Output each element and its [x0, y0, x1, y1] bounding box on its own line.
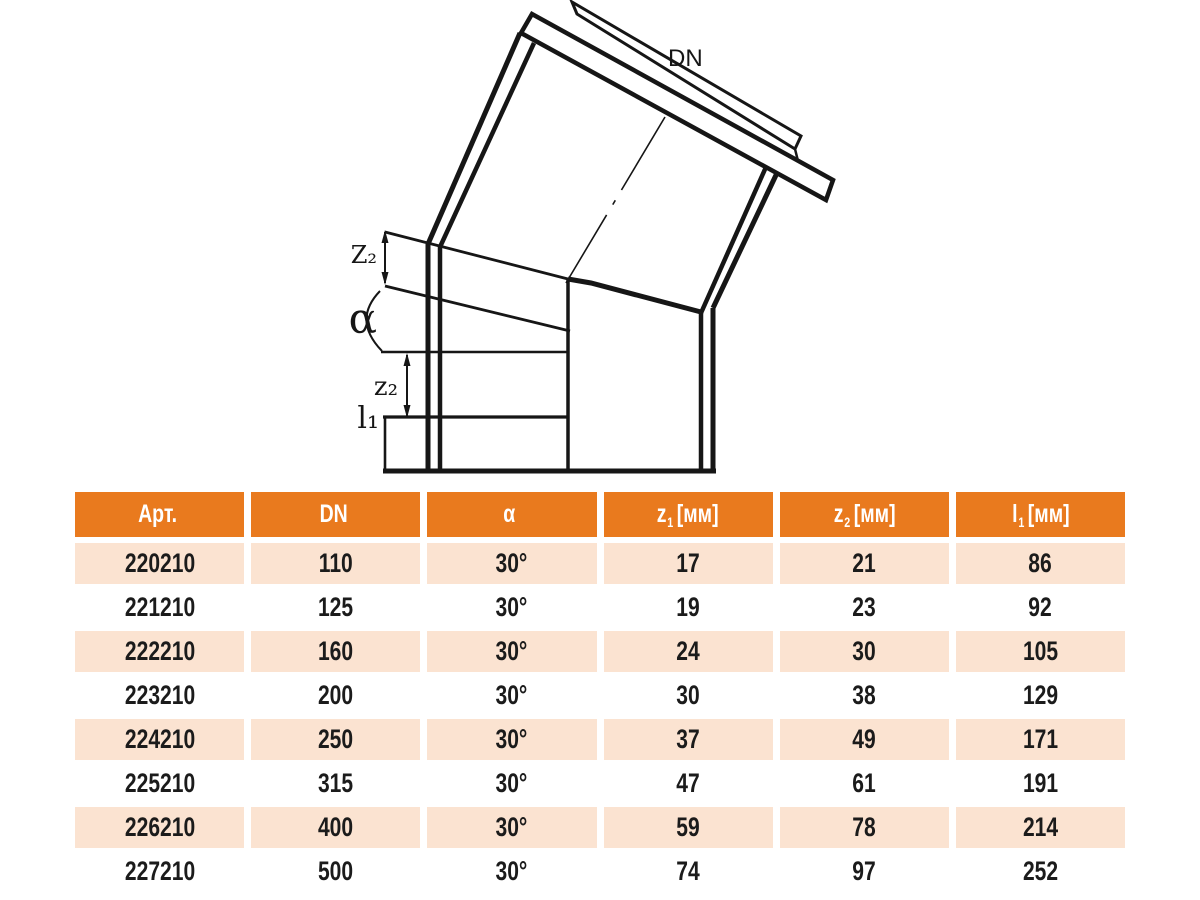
table-cell: [780, 719, 949, 760]
table-cell: [427, 719, 596, 760]
label-dn: DN: [668, 45, 703, 72]
lower-pipe-outline: [383, 244, 716, 471]
table-cell: [75, 543, 244, 584]
header-cell-z2: $z_2$ [мм]: [780, 492, 949, 537]
table-body: [75, 543, 1125, 892]
cell-value: 86: [1028, 548, 1053, 578]
table-cell: [251, 763, 420, 804]
table-cell: [75, 719, 244, 760]
cell-value: 214: [1022, 812, 1058, 842]
cell-value: 30: [852, 636, 876, 666]
table-cell: [427, 763, 596, 804]
header-cell-z1: $z_1$ [мм]: [604, 492, 773, 537]
table-cell: [251, 851, 420, 892]
cell-value: 220210: [124, 548, 195, 578]
cell-value: 24: [676, 636, 700, 666]
cell-value: 30°: [495, 680, 528, 710]
table-cell: [75, 587, 244, 628]
cell-value: 30°: [495, 548, 528, 578]
spec-table: [75, 492, 1125, 892]
table-cell: [780, 587, 949, 628]
cell-value: 250: [318, 724, 354, 754]
table-cell: [427, 587, 596, 628]
table-cell: [780, 631, 949, 672]
table-cell: [604, 719, 773, 760]
header-label: Арт.: [137, 500, 177, 528]
cell-value: 30°: [495, 812, 528, 842]
table-cell: [251, 631, 420, 672]
table-cell: [956, 543, 1125, 584]
cell-value: 17: [676, 548, 700, 578]
table-cell: [956, 807, 1125, 848]
header-cell-dn: [251, 492, 420, 537]
table-cell: [604, 807, 773, 848]
cell-value: 37: [676, 724, 700, 754]
cell-value: 200: [318, 680, 354, 710]
cell-value: 226210: [124, 812, 195, 842]
cell-value: 92: [1028, 592, 1053, 622]
cell-value: 19: [676, 592, 700, 622]
table-cell: [427, 851, 596, 892]
cell-value: 38: [852, 680, 876, 710]
table-cell: [604, 631, 773, 672]
table-cell: [75, 763, 244, 804]
table-cell: [251, 719, 420, 760]
table-cell: [75, 807, 244, 848]
table-cell: [75, 631, 244, 672]
label-z2-lower: z₂: [373, 372, 398, 402]
cell-value: 30°: [495, 592, 528, 622]
table-cell: [427, 675, 596, 716]
cell-value: 110: [318, 548, 353, 578]
label-z2-upper: Z₂: [350, 241, 377, 269]
header-label: DN: [319, 500, 348, 528]
table-cell: [251, 807, 420, 848]
table-cell: [956, 851, 1125, 892]
label-alpha: α: [348, 294, 377, 343]
table-cell: [956, 631, 1125, 672]
header-label: α: [503, 500, 516, 528]
cell-value: 21: [852, 548, 876, 578]
table-cell: [427, 543, 596, 584]
cell-value: 223210: [124, 680, 195, 710]
cell-value: 129: [1022, 680, 1058, 710]
header-label: z: [657, 500, 667, 528]
table-cell: [780, 763, 949, 804]
bend-seam: [385, 232, 701, 312]
cell-value: 59: [676, 812, 700, 842]
table-cell: [604, 675, 773, 716]
header-cell-l1: $l_1$ [мм]: [956, 492, 1125, 537]
table-cell: [251, 675, 420, 716]
table-cell: [604, 543, 773, 584]
table-cell: [75, 851, 244, 892]
cell-value: 125: [318, 592, 354, 622]
table-cell: [780, 851, 949, 892]
socket-flange: [521, 2, 833, 200]
cell-value: 315: [318, 768, 354, 798]
cell-value: 23: [852, 592, 876, 622]
header-label: z: [833, 500, 844, 528]
table-cell: [956, 719, 1125, 760]
cell-value: 400: [318, 812, 354, 842]
cell-value: 105: [1022, 636, 1058, 666]
header-cell-alpha: [427, 492, 596, 537]
cell-value: 74: [676, 856, 700, 886]
table-header-row: [75, 492, 1125, 537]
cell-value: 30°: [495, 724, 528, 754]
header-label: l: [1011, 500, 1018, 528]
cell-value: 30°: [495, 856, 528, 886]
cell-value: 47: [676, 768, 700, 798]
cell-value: 171: [1022, 724, 1058, 754]
header-cell-art: [75, 492, 244, 537]
table-cell: [956, 763, 1125, 804]
cell-value: 97: [852, 856, 876, 886]
table-cell: [427, 807, 596, 848]
cell-value: 30°: [495, 636, 528, 666]
table-cell: [780, 807, 949, 848]
cell-value: 252: [1022, 856, 1058, 886]
cell-value: 30°: [495, 768, 528, 798]
cell-value: 225210: [124, 768, 195, 798]
cell-value: 500: [318, 856, 354, 886]
cell-value: 78: [852, 812, 876, 842]
cell-value: 191: [1022, 768, 1058, 798]
cell-value: 227210: [124, 856, 195, 886]
table-cell: [956, 587, 1125, 628]
cell-value: 160: [318, 636, 354, 666]
cell-value: 61: [852, 768, 876, 798]
table-cell: [604, 587, 773, 628]
table-cell: [780, 675, 949, 716]
table-cell: [75, 675, 244, 716]
table-cell: [251, 543, 420, 584]
cell-value: 30: [676, 680, 700, 710]
table-cell: [780, 543, 949, 584]
table-cell: [956, 675, 1125, 716]
cell-value: 224210: [124, 724, 195, 754]
cell-value: 221210: [124, 592, 195, 622]
table-cell: [251, 587, 420, 628]
table-cell: [427, 631, 596, 672]
label-l1: l₁: [357, 401, 379, 436]
table-cell: [604, 851, 773, 892]
cell-value: 49: [852, 724, 876, 754]
centerline: [566, 117, 665, 283]
dimension-lines: [366, 232, 570, 471]
cell-value: 222210: [124, 636, 195, 666]
table-cell: [604, 763, 773, 804]
